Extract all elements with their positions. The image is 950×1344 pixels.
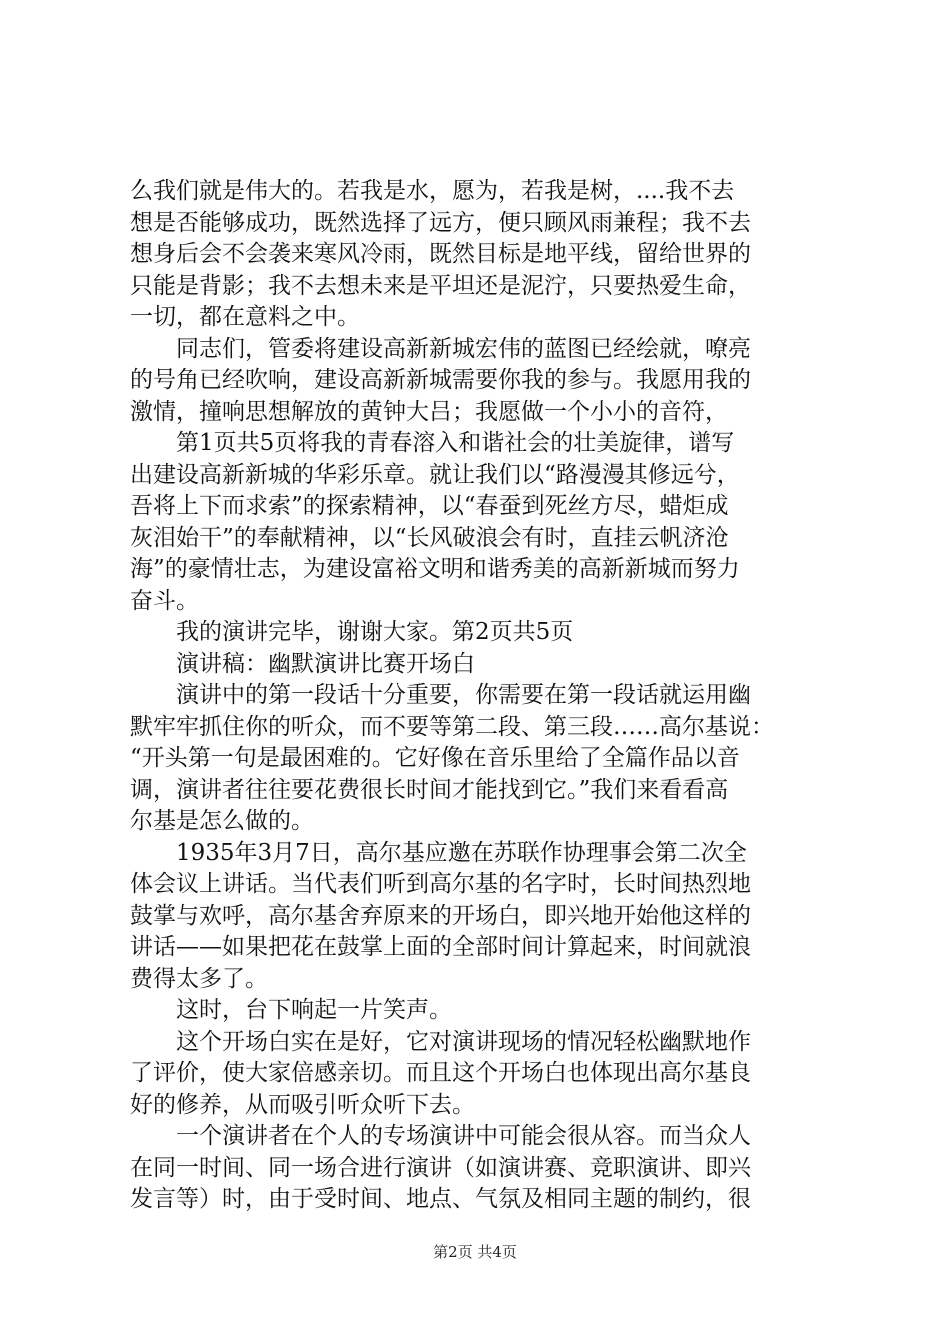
text-line: 的号角已经吹响，建设高新新城需要你我的参与。我愿用我的 bbox=[130, 367, 751, 393]
text-line: 了评价，使大家倍感亲切。而且这个开场白也体现出高尔基良 bbox=[130, 1060, 751, 1086]
text-line: 一切，都在意料之中。 bbox=[130, 304, 360, 330]
text-line: 只能是背影；我不去想未来是平坦还是泥泞，只要热爱生命， bbox=[130, 272, 751, 299]
text-line: 默牢牢抓住你的听众，而不要等第二段、第三段……高尔基说： bbox=[130, 713, 774, 740]
text-line: 发言等）时，由于受时间、地点、气氛及相同主题的制约，很 bbox=[130, 1186, 751, 1212]
text-line: 么我们就是伟大的。若我是水，愿为，若我是树，....我不去 bbox=[130, 178, 735, 204]
text-line: 在同一时间、同一场合进行演讲（如演讲赛、竞职演讲、即兴 bbox=[130, 1154, 751, 1181]
text-line: 这时，台下响起一片笑声。 bbox=[130, 997, 452, 1023]
text-line: 好的修养，从而吸引听众听下去。 bbox=[130, 1091, 475, 1118]
text-line: 尔基是怎么做的。 bbox=[130, 808, 314, 834]
text-line: 激情，撞响思想解放的黄钟大吕；我愿做一个小小的音符， bbox=[130, 398, 728, 425]
text-line: “开头第一句是最困难的。它好像在音乐里给了全篇作品以音 bbox=[130, 745, 740, 771]
text-line: 我的演讲完毕，谢谢大家。第2页共5页 bbox=[130, 619, 574, 645]
text-line: 调，演讲者往往要花费很长时间才能找到它。”我们来看看高 bbox=[130, 776, 729, 803]
text-line: 出建设高新新城的华彩乐章。就让我们以“路漫漫其修远兮， bbox=[130, 461, 740, 488]
text-line: 鼓掌与欢呼，高尔基舍弃原来的开场白，即兴地开始他这样的 bbox=[130, 902, 751, 929]
text-line: 第1页共5页将我的青春溶入和谐社会的壮美旋律，谱写 bbox=[130, 430, 735, 456]
text-line: 同志们，管委将建设高新新城宏伟的蓝图已经绘就，嘹亮 bbox=[130, 335, 751, 362]
body-text bbox=[130, 176, 830, 1216]
text-line: 1935年3月7日，高尔基应邀在苏联作协理事会第二次全 bbox=[130, 839, 747, 866]
text-line: 一个演讲者在个人的专场演讲中可能会很从容。而当众人 bbox=[130, 1123, 751, 1149]
text-line: 演讲中的第一段话十分重要，你需要在第一段话就运用幽 bbox=[130, 682, 751, 708]
text-line: 讲话——如果把花在鼓掌上面的全部时间计算起来，时间就浪 bbox=[130, 934, 751, 960]
text-line: 演讲稿：幽默演讲比赛开场白 bbox=[130, 650, 475, 677]
text-line: 费得太多了。 bbox=[130, 965, 268, 992]
text-line: 海”的豪情壮志，为建设富裕文明和谐秀美的高新新城而努力 bbox=[130, 556, 740, 582]
text-line: 这个开场白实在是好，它对演讲现场的情况轻松幽默地作 bbox=[130, 1028, 751, 1055]
text-line: 奋斗。 bbox=[130, 587, 199, 614]
text-line: 灰泪始干”的奉献精神，以“长风破浪会有时，直挂云帆济沧 bbox=[130, 524, 729, 551]
text-line: 吾将上下而求索”的探索精神，以“春蚕到死丝方尽，蜡炬成 bbox=[130, 493, 729, 519]
text-line: 体会议上讲话。当代表们听到高尔基的名字时，长时间热烈地 bbox=[130, 871, 751, 897]
text-line: 想是否能够成功，既然选择了远方，便只顾风雨兼程；我不去 bbox=[130, 209, 751, 236]
text-line: 想身后会不会袭来寒风冷雨，既然目标是地平线，留给世界的 bbox=[130, 241, 751, 267]
page-footer: 第2页 共4页 bbox=[433, 1243, 517, 1261]
